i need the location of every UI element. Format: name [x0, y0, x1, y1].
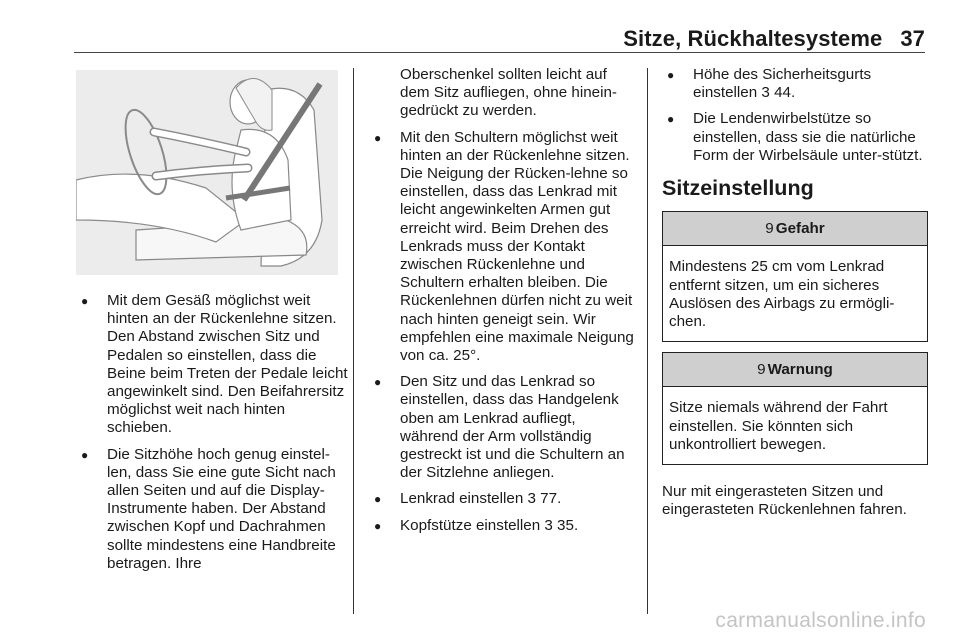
section-heading: Sitzeinstellung [662, 176, 814, 201]
chapter-title: Sitze, Rückhaltesysteme [623, 26, 883, 51]
danger-box [662, 211, 928, 342]
danger-box-header [663, 212, 927, 246]
bullet-icon: ● [374, 130, 382, 145]
page-ref-arrow-icon[interactable]: 3 [544, 516, 553, 534]
column-divider-2 [647, 68, 648, 614]
bullet-icon: ● [667, 112, 675, 127]
seating-bullet-list-3 [662, 66, 928, 165]
seating-bullet-list-2 [369, 129, 637, 535]
bullet-icon: ● [374, 518, 382, 533]
bullet-icon: ● [667, 68, 675, 82]
page-number: 37 [900, 26, 925, 51]
page-ref-link[interactable]: 77. [535, 490, 562, 508]
list-item: ● Die Sitzhöhe hoch genug einstel‐len, dass Sie eine gute Sicht nach allen Seiten und auf die Display-Instrumente haben. Der Abstand zwischen Kopf und Dachrahmen sollte mindestens eine Handbreite betragen. Ihre [81, 445, 336, 572]
list-item: ● Mit den Schultern möglichst weit hinten an der Rückenlehne sitzen. Die Neigung der Rücken‐lehne so einstellen, dass das Lenkrad mit leicht angewinkelten Armen gut erreicht wird. Beim Drehen des Lenkrads muss der Kontakt zwischen Rückenlehne und Schultern erhalten bleiben. Die Rückenlehnen dürfen nicht zu weit nach hinten geneigt sein. Wir empfehlen eine maximale Neigung von ca. 25°. [374, 128, 634, 365]
danger-text: Mindestens 25 cm vom Lenkrad entfernt sitzen, um ein sicheres Auslösen des Airbags zu ermögli‐chen. [669, 258, 895, 331]
seating-bullet-list [76, 292, 351, 573]
page-ref-link[interactable]: 35. [552, 516, 579, 534]
page-ref-link[interactable]: 44. [769, 84, 796, 102]
warning-box-header [663, 353, 927, 387]
column-divider-1 [353, 68, 354, 614]
column-1 [76, 292, 351, 581]
bullet-icon: ● [81, 447, 89, 462]
page-ref-arrow-icon[interactable]: 3 [761, 84, 770, 102]
watermark: carmanualsonline.info [715, 609, 926, 632]
bullet-icon: ● [374, 375, 382, 390]
bullet-icon: ● [81, 294, 89, 308]
page-ref-arrow-icon[interactable]: 3 [527, 490, 536, 508]
warning-title: Warnung [767, 361, 833, 379]
page-header [623, 26, 925, 52]
column-3 [662, 66, 928, 519]
list-item-reference: ● Lenkrad einstellen 3 77. [374, 490, 562, 508]
column-2 [369, 66, 637, 543]
header-rule [74, 52, 925, 53]
bullet-icon: ● [374, 492, 382, 507]
seat-position-illustration [76, 70, 338, 275]
list-item-reference: ● Kopfstütze einstellen 3 35. [374, 516, 579, 534]
warning-triangle-icon: 9 [757, 361, 766, 379]
list-item: ● Den Sitz und das Lenkrad so einstellen, dass das Handgelenk oben am Lenkrad aufliegt, während der Arm vollständig gestreckt ist und die Schultern an der Sitzlehne anliegen. [374, 373, 625, 482]
warning-box [662, 352, 928, 465]
danger-title: Gefahr [775, 220, 825, 238]
list-item: ● Mit dem Gesäß möglichst weit hinten an der Rückenlehne sitzen. Den Abstand zwischen Sitz und Pedalen so einstellen, dass die Beine beim Treten der Pedale leicht angewinkelt sind. Den Beifahrersitz möglichst weit nach hinten schieben. [81, 292, 348, 437]
warning-triangle-icon: 9 [765, 220, 774, 238]
list-item-reference: ● Höhe des Sicherheitsgurts einstellen 3 44. [667, 66, 872, 102]
continuation-paragraph: Oberschenkel sollten leicht auf dem Sitz aufliegen, ohne hinein‐gedrückt zu werden. [400, 66, 617, 120]
closing-paragraph: Nur mit eingerasteten Sitzen und eingerasteten Rückenlehnen fahren. [662, 483, 907, 519]
warning-text: Sitze niemals während der Fahrt einstellen. Sie könnten sich unkontrolliert bewegen. [669, 399, 888, 453]
seated-driver-drawing [76, 70, 338, 275]
list-item: ● Die Lendenwirbelstütze so einstellen, dass sie die natürliche Form der Wirbelsäule unter‐stützt. [667, 110, 923, 164]
